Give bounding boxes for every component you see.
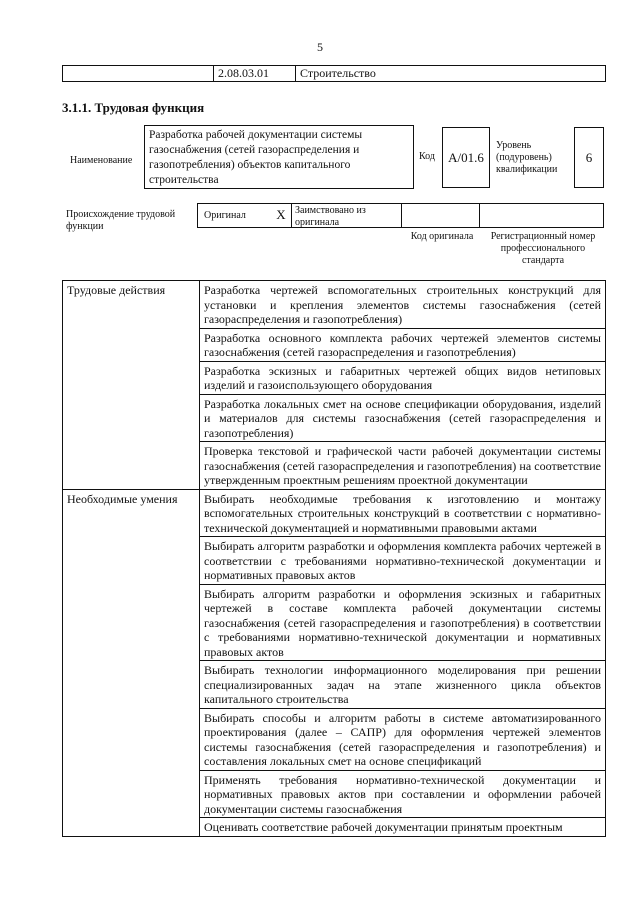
table-cell: Выбирать способы и алгоритм работы в системе автоматизированного проектирования (далее – САПР) для оформления чертежей элементов системы газоснабжения (сетей газораспределения и газопотребления) и составления локальных смет на основе спецификаций bbox=[200, 708, 606, 770]
level-label: Уровень (подуровень) квалификации bbox=[496, 140, 558, 175]
page-number: 5 bbox=[317, 40, 323, 54]
code-row-name: Строительство bbox=[295, 66, 605, 81]
code-value: A/01.6 bbox=[442, 127, 490, 188]
table-cell: Разработка локальных смет на основе спецификации оборудования, изделий и материалов для системы газоснабжения (сетей газораспределения и газопотребления) bbox=[200, 394, 606, 442]
table-cell: Выбирать необходимые требования к изготовлению и монтажу вспомогательных строительных конструкций в соответствии с нормативно-технической документацией и нормативными правовыми актами bbox=[200, 489, 606, 537]
origin-reg-cell bbox=[479, 204, 603, 227]
code-row bbox=[62, 65, 606, 82]
row-category: Необходимые умения bbox=[63, 489, 200, 836]
level-value: 6 bbox=[574, 127, 604, 188]
code-label: Код bbox=[419, 151, 435, 162]
name-label: Наименование bbox=[70, 155, 133, 166]
row-category: Трудовые действия bbox=[63, 281, 200, 490]
origin-original: Оригинал bbox=[204, 210, 246, 221]
origin-code-cell bbox=[401, 204, 479, 227]
table-cell: Проверка текстовой и графической части рабочей документации системы газоснабжения (сетей газораспределения и газопотребления) на соответствие утвержденным проектным решениям проектной документации bbox=[200, 442, 606, 490]
table-cell: Выбирать алгоритм разработки и оформления комплекта рабочих чертежей в соответствии с требованиями нормативно-технической документации и нормативных правовых актов bbox=[200, 537, 606, 585]
registration-number-label: Регистрационный номер профессионального стандарта bbox=[490, 231, 596, 266]
table-cell: Выбирать алгоритм разработки и оформления эскизных и габаритных чертежей в составе комплекта рабочей документации системы газоснабжения (сетей газораспределения и газопотребления) в соответствии с требованиями нормативно-технической документации и нормативных правовых актов bbox=[200, 584, 606, 661]
table-cell: Выбирать технологии информационного моделирования при решении специализированных задач на этапе жизненного цикла объектов капитального строительства bbox=[200, 661, 606, 709]
table-row bbox=[63, 489, 606, 537]
origin-mark: X bbox=[276, 207, 286, 222]
function-table bbox=[62, 280, 606, 837]
code-row-code: 2.08.03.01 bbox=[213, 66, 295, 81]
function-name: Разработка рабочей документации системы газоснабжения (сетей газораспределения и газопотребления) объектов капитального строительства bbox=[144, 125, 414, 189]
table-cell: Разработка эскизных и габаритных чертежей общих видов нетиповых изделий и газоиспользующего оборудования bbox=[200, 361, 606, 394]
section-title: 3.1.1. Трудовая функция bbox=[62, 100, 205, 115]
table-cell: Разработка основного комплекта рабочих чертежей элементов системы газоснабжения (сетей газораспределения и газопотребления) bbox=[200, 328, 606, 361]
table-cell: Разработка чертежей вспомогательных строительных конструкций для установки и крепления элементов системы газоснабжения (сетей газораспределения и газопотребления) bbox=[200, 281, 606, 329]
origin-borrowed: Заимствовано из оригинала bbox=[291, 204, 401, 227]
table-cell: Оценивать соответствие рабочей документации принятым проектным bbox=[200, 818, 606, 837]
table-row bbox=[63, 281, 606, 329]
table-cell: Применять требования нормативно-технической документации и нормативных правовых актов при составлении и оформлении рабочей документации системы газоснабжения bbox=[200, 770, 606, 818]
origin-table bbox=[197, 203, 604, 228]
origin-label: Происхождение трудовой функции bbox=[66, 209, 176, 232]
original-code-label: Код оригинала bbox=[410, 231, 474, 242]
code-row-empty-cell bbox=[63, 66, 213, 81]
